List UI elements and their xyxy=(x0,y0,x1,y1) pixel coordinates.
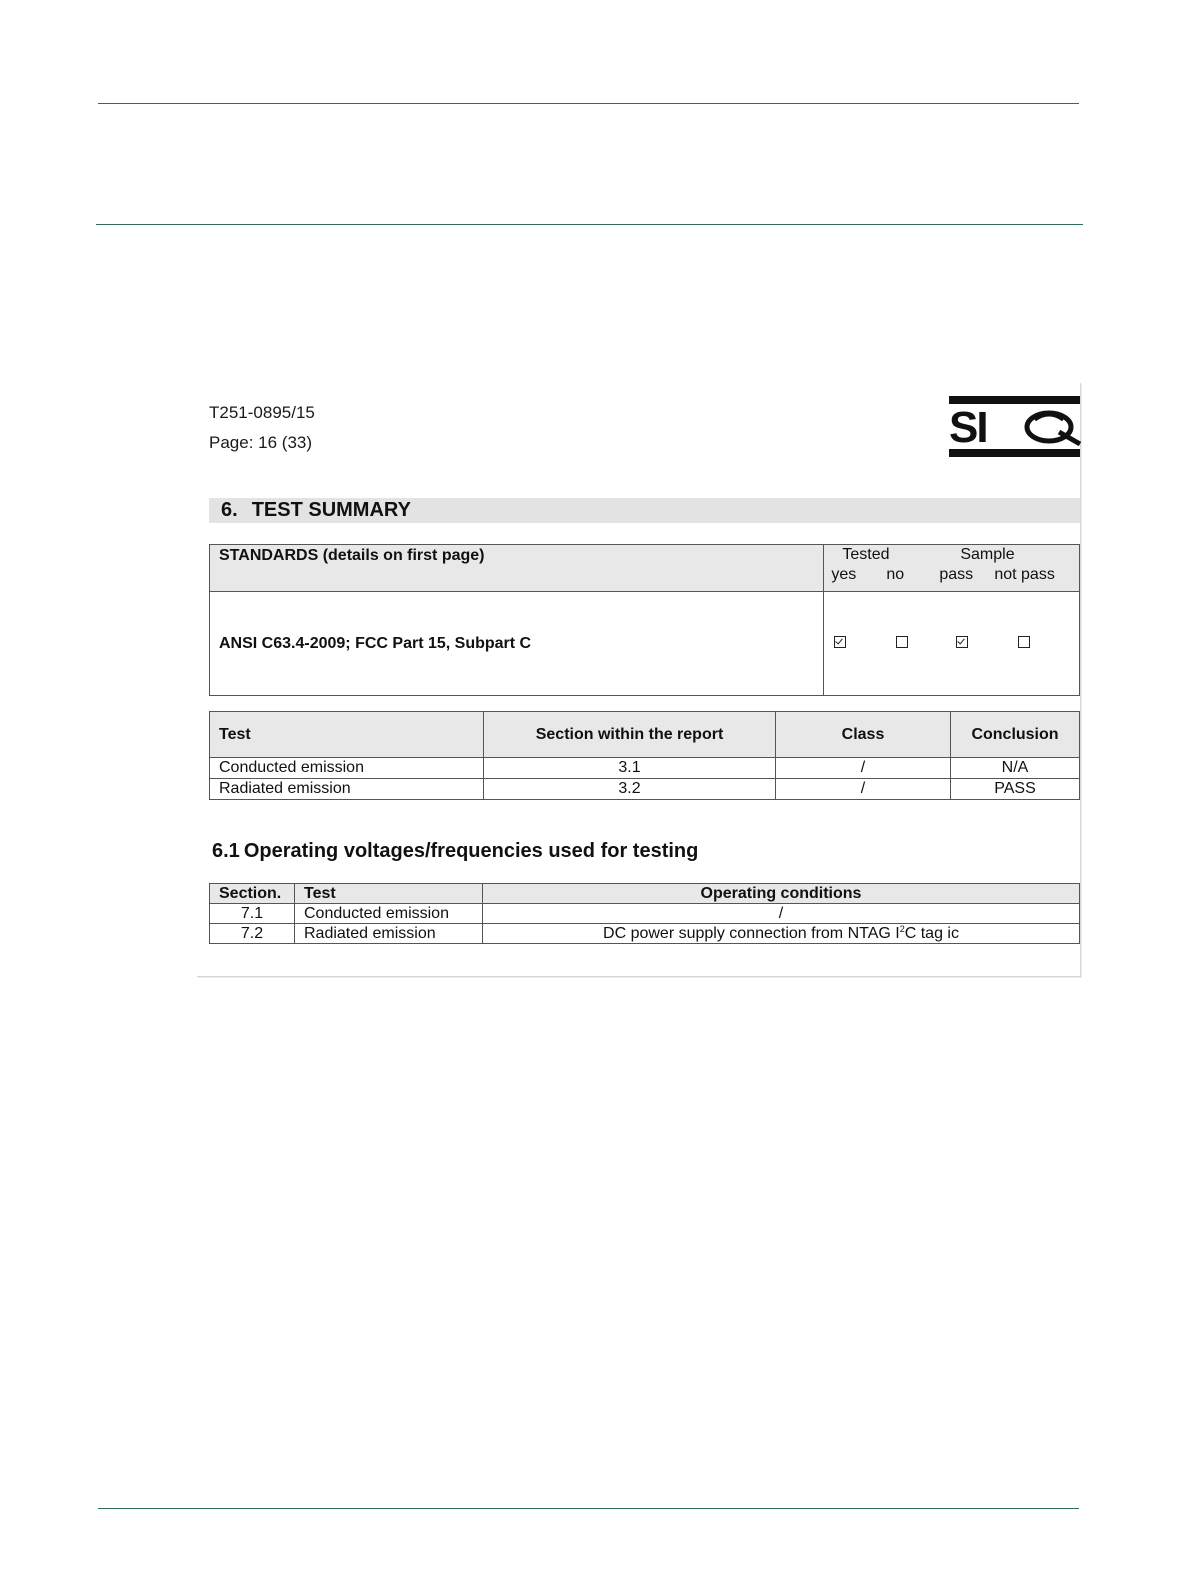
subsection-title: Operating voltages/frequencies used for testing xyxy=(243,840,699,862)
test-class: / xyxy=(776,779,951,800)
section-heading-bar xyxy=(209,498,1080,523)
subsection-heading xyxy=(212,840,698,863)
test-section: 3.2 xyxy=(484,779,776,800)
condition-text-post: C tag ic xyxy=(904,925,959,942)
pass-label: pass xyxy=(939,566,974,583)
report-page-scan xyxy=(197,383,1081,977)
section-heading xyxy=(221,499,411,522)
condition-test: Radiated emission xyxy=(295,924,483,944)
conditions-header-section: Section. xyxy=(210,884,295,904)
tests-header-section: Section within the report xyxy=(484,712,776,758)
conditions-table xyxy=(209,883,1080,944)
test-section: 3.1 xyxy=(484,758,776,779)
test-name: Radiated emission xyxy=(210,779,484,800)
checkbox-pass xyxy=(956,636,968,648)
footer-rule xyxy=(98,1508,1079,1509)
standard-name: ANSI C63.4-2009; FCC Part 15, Subpart C xyxy=(210,592,824,696)
standards-header-row xyxy=(210,545,1080,592)
tests-header-test: Test xyxy=(210,712,484,758)
siq-logo xyxy=(949,396,1083,458)
condition-superscript: 2 xyxy=(899,924,905,934)
tests-header-row xyxy=(210,712,1080,758)
table-row xyxy=(210,758,1080,779)
subsection-number: 6.1 xyxy=(212,840,240,862)
standards-header-cell xyxy=(210,545,824,592)
test-conclusion: PASS xyxy=(951,779,1080,800)
svg-text:SI: SI xyxy=(949,403,987,452)
no-label: no xyxy=(886,566,905,583)
standards-table xyxy=(209,544,1080,696)
conditions-header-row xyxy=(210,884,1080,904)
header-rule-bottom xyxy=(96,224,1083,225)
checkbox-yes xyxy=(834,636,846,648)
condition-text xyxy=(483,924,1080,944)
result-columns-header xyxy=(824,545,1080,592)
checkbox-not-pass xyxy=(1018,636,1030,648)
table-row xyxy=(210,904,1080,924)
conditions-header-test: Test xyxy=(295,884,483,904)
result-checkboxes xyxy=(824,592,1080,696)
test-conclusion: N/A xyxy=(951,758,1080,779)
condition-text: / xyxy=(483,904,1080,924)
section-title: TEST SUMMARY xyxy=(251,499,411,521)
report-id: T251-0895/15 xyxy=(209,403,315,422)
condition-test: Conducted emission xyxy=(295,904,483,924)
tests-header-class: Class xyxy=(776,712,951,758)
section-number: 6. xyxy=(221,499,238,521)
condition-section: 7.2 xyxy=(210,924,295,944)
condition-section: 7.1 xyxy=(210,904,295,924)
table-row xyxy=(210,924,1080,944)
not-pass-label: not pass xyxy=(994,566,1055,583)
header-rule-top xyxy=(98,103,1079,104)
yes-label: yes xyxy=(831,566,857,583)
conditions-header-conditions: Operating conditions xyxy=(483,884,1080,904)
standards-header: STANDARDS (details on first page) xyxy=(219,547,485,564)
test-class: / xyxy=(776,758,951,779)
condition-text-pre: DC power supply connection from NTAG I xyxy=(603,925,900,942)
test-name: Conducted emission xyxy=(210,758,484,779)
sample-label: Sample xyxy=(960,546,1015,563)
page-number: Page: 16 (33) xyxy=(209,433,313,452)
standards-row xyxy=(210,592,1080,696)
tests-header-conclusion: Conclusion xyxy=(951,712,1080,758)
table-row xyxy=(210,779,1080,800)
tested-label: Tested xyxy=(842,546,890,563)
checkbox-no xyxy=(896,636,908,648)
tests-table xyxy=(209,711,1080,800)
